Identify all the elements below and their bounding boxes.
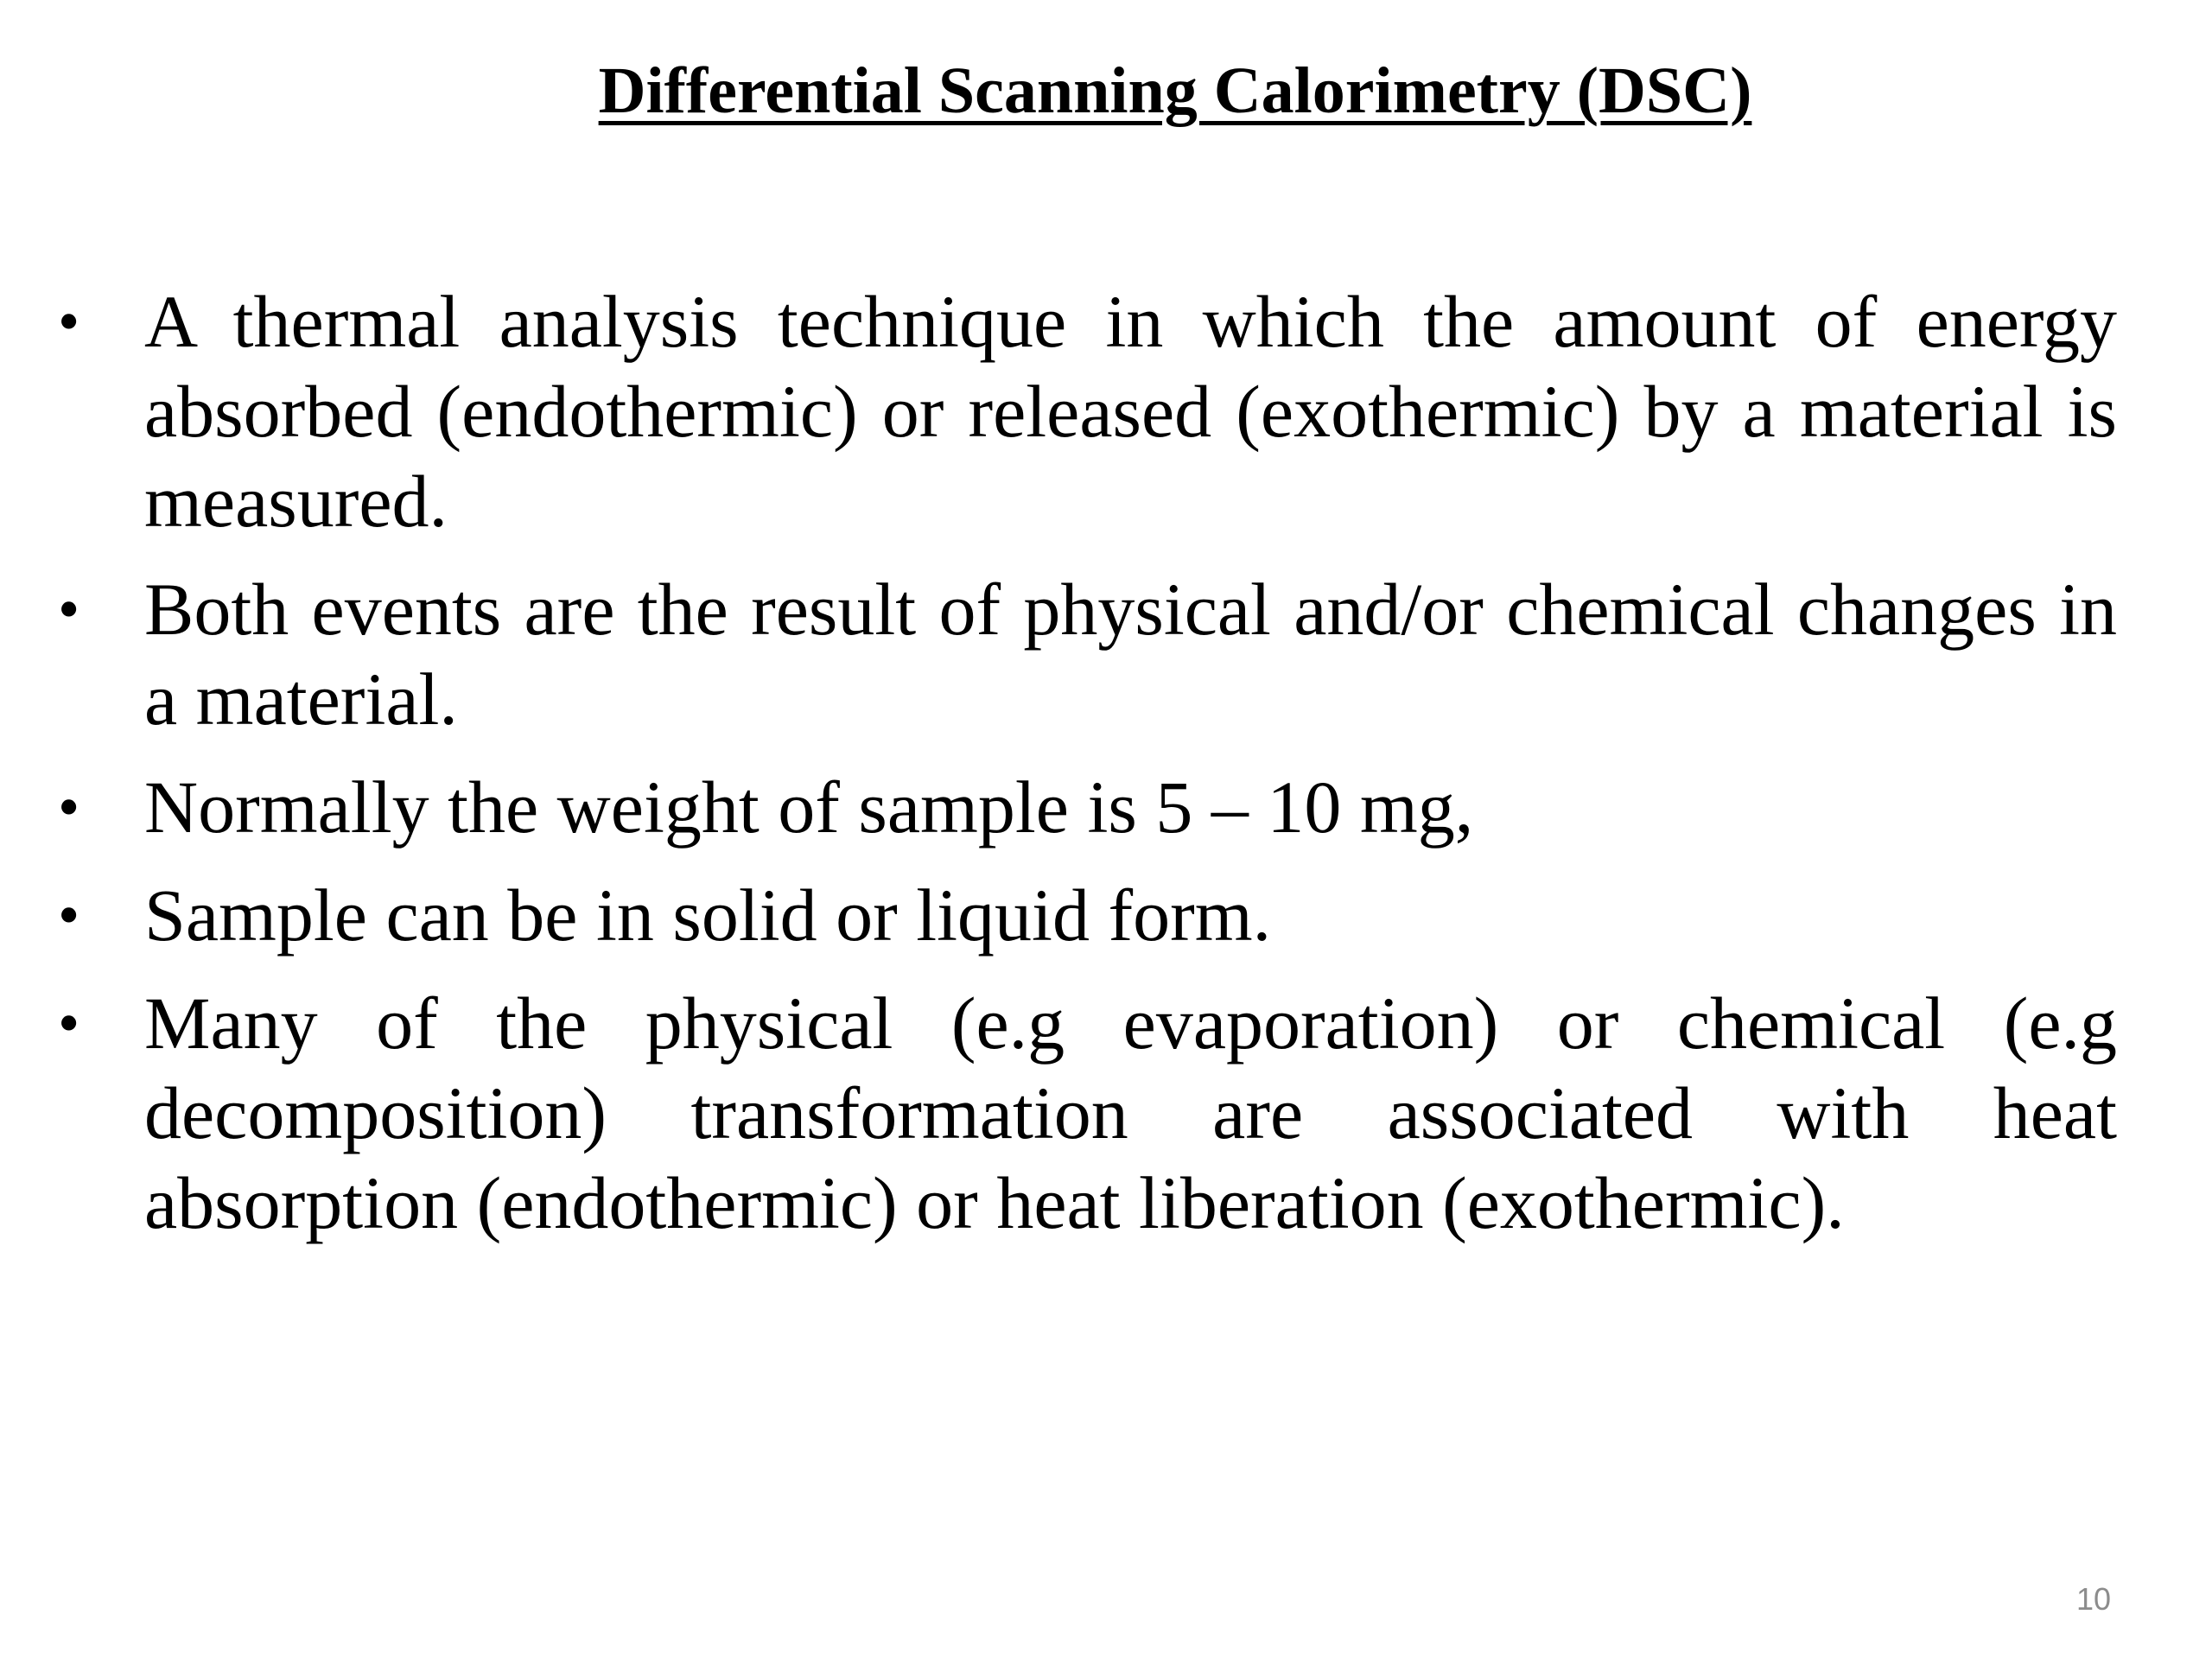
- bullet-text: Both events are the result of physical and/or chemical changes in a material.: [144, 568, 2117, 741]
- bullet-item: [48, 870, 2117, 960]
- bullet-item: [48, 762, 2117, 852]
- bullet-item: [48, 276, 2117, 546]
- bullet-item: [48, 564, 2117, 744]
- bullet-icon: •: [58, 988, 80, 1058]
- bullet-text: Many of the physical (e.g evaporation) or chemical (e.g decomposition) transformation are associated with heat absorption (endothermic) or heat liberation (exothermic).: [144, 982, 2117, 1244]
- bullet-icon: •: [58, 880, 80, 950]
- bullet-icon: •: [58, 287, 80, 356]
- bullet-text: Sample can be in solid or liquid form.: [144, 874, 1272, 957]
- bullet-text: Normally the weight of sample is 5 – 10 mg,: [144, 766, 1474, 849]
- bullet-icon: •: [58, 575, 80, 644]
- bullet-list: [48, 276, 2117, 1266]
- bullet-text: A thermal analysis technique in which the amount of energy absorbed (endothermic) or released (exothermic) by a material is measured.: [144, 280, 2117, 543]
- bullet-icon: •: [58, 772, 80, 842]
- slide-title: Differential Scanning Calorimetry (DSC): [598, 54, 1752, 127]
- bullet-item: [48, 978, 2117, 1248]
- page-number: 10: [2075, 1581, 2111, 1617]
